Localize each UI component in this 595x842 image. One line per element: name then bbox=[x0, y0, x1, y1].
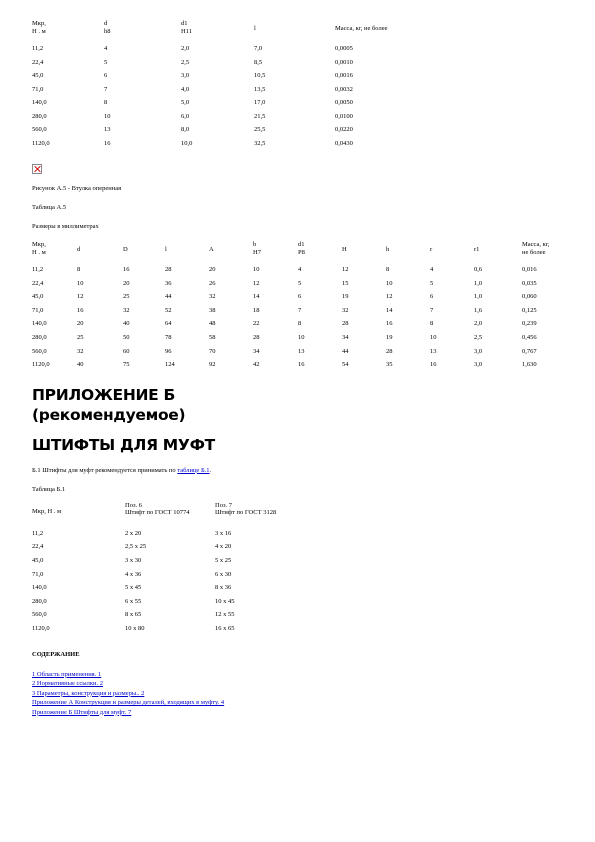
table-cell: 0,0430 bbox=[335, 139, 353, 147]
table-cell: 18 bbox=[253, 306, 260, 314]
col-header: H bbox=[342, 246, 347, 253]
table-cell: 52 bbox=[165, 306, 172, 314]
table-cell: 13 bbox=[104, 126, 111, 133]
table-a5-title: Таблица А.5 bbox=[32, 204, 67, 211]
table-cell: 8 bbox=[298, 320, 302, 328]
table-cell: 2,5 bbox=[181, 58, 190, 66]
table-cell: 25,5 bbox=[254, 126, 266, 133]
table-row bbox=[32, 625, 335, 639]
table-cell: 8 bbox=[77, 266, 81, 273]
table-cell: 28 bbox=[342, 320, 349, 328]
table-cell: 71,0 bbox=[32, 570, 44, 578]
table-cell: 16 bbox=[298, 361, 305, 369]
table-cell: 0,0032 bbox=[335, 85, 353, 93]
table-cell: 75 bbox=[123, 361, 130, 369]
table-cell: 54 bbox=[342, 361, 349, 369]
table-cell: 560,0 bbox=[32, 126, 47, 133]
col-header-mass: Масса, кг, не более bbox=[335, 25, 388, 32]
table-cell: 124 bbox=[165, 361, 175, 369]
table-b1-title: Таблица Б.1 bbox=[32, 485, 66, 493]
table-cell: 4 bbox=[430, 266, 434, 273]
table-row bbox=[32, 99, 455, 113]
table-cell: 2,5 х 25 bbox=[125, 543, 147, 551]
table-cell: 1,0 bbox=[474, 293, 483, 301]
col-header: A bbox=[209, 246, 214, 253]
table-cell: 26 bbox=[209, 279, 216, 287]
table-row bbox=[32, 280, 570, 294]
table-cell: 3,0 bbox=[181, 72, 190, 79]
table-cell: 32 bbox=[342, 306, 349, 314]
table-cell: 16 bbox=[386, 320, 393, 328]
table-cell: 6 х 30 bbox=[215, 570, 232, 578]
table-row bbox=[32, 293, 570, 307]
table-cell: 0,060 bbox=[522, 293, 537, 301]
table-cell: 71,0 bbox=[32, 85, 44, 93]
table-cell: 16 bbox=[430, 361, 437, 369]
table-cell: 1,6 bbox=[474, 306, 483, 314]
table-cell: 12 bbox=[342, 266, 349, 273]
table-cell: 10 bbox=[77, 279, 84, 287]
table-cell: 8 bbox=[104, 99, 108, 106]
toc-link-scope[interactable]: 1 Область применения. 1 bbox=[32, 670, 102, 678]
table-cell: 11,2 bbox=[32, 529, 44, 537]
table-cell: 12 bbox=[386, 293, 393, 301]
toc-link-parameters[interactable]: 3 Параметры, конструкция и размеры.. 2 bbox=[32, 689, 145, 697]
col-header: D bbox=[123, 246, 128, 253]
table-cell: 28 bbox=[165, 266, 172, 273]
table-cell: 10,5 bbox=[254, 72, 266, 79]
col-header: l bbox=[165, 246, 167, 253]
document-page bbox=[32, 20, 572, 717]
table-cell: 3,0 bbox=[474, 347, 483, 355]
table-cell: 16 bbox=[104, 139, 111, 147]
col-header: r bbox=[430, 246, 433, 253]
table-cell: 10 bbox=[104, 112, 111, 120]
table-row bbox=[32, 543, 335, 557]
table-cell: 13,5 bbox=[254, 85, 266, 93]
table-cell: 6 bbox=[298, 293, 302, 301]
table-cell: 25 bbox=[123, 293, 130, 301]
table-cell: 8 х 65 bbox=[125, 611, 142, 619]
table-a4 bbox=[32, 20, 455, 153]
table-cell: 60 bbox=[123, 347, 130, 355]
table-cell: 1120,0 bbox=[32, 139, 50, 147]
table-cell: 3,0 bbox=[474, 361, 483, 369]
table-cell: 1,630 bbox=[522, 361, 537, 369]
table-row bbox=[32, 72, 455, 86]
table-cell: 0,0016 bbox=[335, 72, 353, 79]
table-cell: 42 bbox=[253, 361, 260, 369]
table-cell: 12 bbox=[77, 293, 84, 301]
table-cell: 2,0 bbox=[474, 320, 483, 328]
table-cell: 5 bbox=[104, 58, 108, 66]
table-cell: 25 bbox=[77, 333, 84, 341]
figure-caption: Рисунок А.5 - Втулка оперенная bbox=[32, 185, 122, 192]
table-b1-link[interactable]: таблице Б.1 bbox=[177, 466, 210, 474]
table-row bbox=[32, 126, 455, 140]
table-cell: 22,4 bbox=[32, 279, 44, 287]
table-cell: 12 х 55 bbox=[215, 611, 235, 619]
table-cell: 34 bbox=[342, 333, 349, 341]
table-header-row bbox=[32, 20, 455, 45]
table-row bbox=[32, 59, 455, 73]
table-cell: 40 bbox=[77, 361, 84, 369]
table-cell: 64 bbox=[165, 320, 172, 328]
table-cell: 20 bbox=[77, 320, 84, 328]
table-cell: 14 bbox=[386, 306, 393, 314]
table-cell: 20 bbox=[123, 279, 130, 287]
table-row bbox=[32, 320, 570, 334]
table-cell: 38 bbox=[209, 306, 216, 314]
table-cell: 19 bbox=[386, 333, 393, 341]
table-row bbox=[32, 611, 335, 625]
table-cell: 96 bbox=[165, 347, 172, 355]
col-header-l: l bbox=[254, 25, 256, 32]
table-cell: 4 х 20 bbox=[215, 543, 232, 551]
table-cell: 10,0 bbox=[181, 139, 193, 147]
table-cell: 22 bbox=[253, 320, 260, 328]
table-cell: 50 bbox=[123, 333, 130, 341]
table-row bbox=[32, 530, 335, 544]
table-cell: 0,767 bbox=[522, 347, 537, 355]
paragraph-text: Б.1 Штифты для муфт рекомендуется принимать по bbox=[32, 466, 178, 474]
col-header-d1: d1 H11 bbox=[181, 20, 192, 35]
table-cell: 32,5 bbox=[254, 139, 266, 147]
table-cell: 4,0 bbox=[181, 85, 190, 93]
table-cell: 280,0 bbox=[32, 597, 47, 605]
table-cell: 4 х 36 bbox=[125, 570, 142, 578]
table-cell: 44 bbox=[165, 293, 172, 301]
table-cell: 10 bbox=[430, 333, 437, 341]
table-cell: 71,0 bbox=[32, 306, 44, 314]
table-row bbox=[32, 45, 455, 59]
col-header: d bbox=[77, 246, 81, 253]
table-a5 bbox=[32, 241, 570, 375]
col-header-pin-pos6: Поз. 6 Штифт по ГОСТ 10774 bbox=[125, 501, 190, 517]
table-cell: 5 х 45 bbox=[125, 584, 142, 592]
table-cell: 22,4 bbox=[32, 543, 44, 551]
table-b1 bbox=[32, 502, 335, 639]
table-cell: 16 bbox=[123, 266, 130, 273]
col-header: r1 bbox=[474, 246, 480, 253]
table-row bbox=[32, 361, 570, 375]
table-cell: 40 bbox=[123, 320, 130, 328]
table-cell: 560,0 bbox=[32, 611, 47, 619]
table-cell: 8 bbox=[430, 320, 434, 328]
table-cell: 32 bbox=[77, 347, 84, 355]
appendix-paragraph bbox=[32, 467, 572, 475]
table-cell: 0,0005 bbox=[335, 45, 353, 52]
col-header: h bbox=[386, 246, 390, 253]
table-cell: 36 bbox=[165, 279, 172, 287]
appendix-subtitle: (рекомендуемое) bbox=[32, 405, 186, 424]
table-cell: 58 bbox=[209, 333, 216, 341]
table-row bbox=[32, 113, 455, 127]
table-row bbox=[32, 584, 335, 598]
table-cell: 5 х 25 bbox=[215, 556, 232, 564]
table-cell: 21,5 bbox=[254, 112, 266, 120]
table-cell: 10 bbox=[298, 333, 305, 341]
table-cell: 4 bbox=[298, 266, 302, 273]
table-cell: 11,2 bbox=[32, 45, 44, 52]
table-cell: 0,0100 bbox=[335, 112, 353, 120]
table-row bbox=[32, 307, 570, 321]
table-cell: 28 bbox=[386, 347, 393, 355]
table-cell: 2,5 bbox=[474, 333, 483, 341]
table-a5-units: Размеры в миллиметрах bbox=[32, 223, 99, 230]
table-cell: 0,016 bbox=[522, 266, 537, 273]
table-cell: 140,0 bbox=[32, 584, 47, 592]
table-cell: 22,4 bbox=[32, 58, 44, 66]
table-cell: 45,0 bbox=[32, 72, 44, 79]
table-cell: 92 bbox=[209, 361, 216, 369]
table-cell: 14 bbox=[253, 293, 260, 301]
table-cell: 0,456 bbox=[522, 333, 537, 341]
table-cell: 44 bbox=[342, 347, 349, 355]
table-header-row bbox=[32, 241, 570, 266]
table-cell: 32 bbox=[123, 306, 130, 314]
table-row bbox=[32, 266, 570, 280]
table-cell: 13 bbox=[430, 347, 437, 355]
table-row bbox=[32, 334, 570, 348]
table-cell: 3 х 16 bbox=[215, 529, 232, 537]
col-header-d: d h8 bbox=[104, 20, 111, 35]
table-cell: 7 bbox=[298, 306, 302, 314]
col-header: Масса, кг, не более bbox=[522, 241, 550, 256]
toc-link-references[interactable]: 2 Нормативные ссылки. 2 bbox=[32, 680, 104, 687]
table-cell: 15 bbox=[342, 279, 349, 287]
table-cell: 1,0 bbox=[474, 279, 483, 287]
col-header: d1 P8 bbox=[298, 241, 305, 256]
table-cell: 6,0 bbox=[181, 112, 190, 120]
broken-image-icon bbox=[32, 164, 42, 174]
table-cell: 10 х 45 bbox=[215, 597, 235, 605]
table-cell: 2 х 20 bbox=[125, 529, 142, 537]
table-cell: 16 х 65 bbox=[215, 624, 235, 632]
table-of-contents bbox=[32, 670, 572, 718]
table-cell: 0,0050 bbox=[335, 99, 353, 106]
table-cell: 45,0 bbox=[32, 556, 44, 564]
table-cell: 34 bbox=[253, 347, 260, 355]
table-cell: 5 bbox=[430, 279, 434, 287]
appendix-heading: ШТИФТЫ ДЛЯ МУФТ bbox=[32, 435, 215, 454]
table-cell: 8 bbox=[386, 266, 390, 273]
table-cell: 280,0 bbox=[32, 112, 47, 120]
table-cell: 0,125 bbox=[522, 306, 537, 314]
table-cell: 140,0 bbox=[32, 320, 47, 328]
table-cell: 6 bbox=[104, 72, 108, 79]
table-cell: 70 bbox=[209, 347, 216, 355]
col-header: Мкр, Н . м bbox=[32, 241, 46, 256]
toc-title: СОДЕРЖАНИЕ bbox=[32, 650, 80, 658]
table-cell: 0,0220 bbox=[335, 126, 353, 133]
table-cell: 45,0 bbox=[32, 293, 44, 301]
table-cell: 0,0010 bbox=[335, 58, 353, 66]
table-cell: 4 bbox=[104, 45, 108, 52]
table-cell: 1120,0 bbox=[32, 624, 50, 632]
table-cell: 7,0 bbox=[254, 45, 263, 52]
table-row bbox=[32, 598, 335, 612]
table-cell: 7 bbox=[430, 306, 434, 314]
table-cell: 10 bbox=[386, 279, 393, 287]
table-row bbox=[32, 557, 335, 571]
table-cell: 5 bbox=[298, 279, 302, 287]
table-cell: 1120,0 bbox=[32, 361, 50, 369]
col-header-torque: Мкр, Н . м bbox=[32, 20, 46, 35]
table-cell: 560,0 bbox=[32, 347, 47, 355]
table-cell: 7 bbox=[104, 85, 108, 93]
table-cell: 2,0 bbox=[181, 45, 190, 52]
table-cell: 32 bbox=[209, 293, 216, 301]
table-cell: 13 bbox=[298, 347, 305, 355]
table-cell: 19 bbox=[342, 293, 349, 301]
table-row bbox=[32, 571, 335, 585]
col-header: b H7 bbox=[253, 241, 261, 256]
toc-link-appendix-b[interactable]: Приложение Б Штифты для муфт. 7 bbox=[32, 708, 132, 716]
table-cell: 5,0 bbox=[181, 99, 190, 106]
table-cell: 0,035 bbox=[522, 279, 537, 287]
table-cell: 8,0 bbox=[181, 126, 190, 133]
table-cell: 6 bbox=[430, 293, 434, 301]
table-cell: 11,2 bbox=[32, 266, 44, 273]
table-row bbox=[32, 140, 455, 154]
col-header-pin-pos7: Поз. 7 Штифт по ГОСТ 3128 bbox=[215, 501, 277, 517]
table-cell: 10 bbox=[253, 266, 260, 273]
table-cell: 6 х 55 bbox=[125, 597, 142, 605]
table-cell: 8 х 36 bbox=[215, 584, 232, 592]
table-header-row bbox=[32, 502, 335, 530]
col-header-torque: Мкр, Н . м bbox=[32, 507, 62, 515]
table-cell: 28 bbox=[253, 333, 260, 341]
table-row bbox=[32, 348, 570, 362]
table-cell: 0,6 bbox=[474, 266, 483, 273]
table-cell: 48 bbox=[209, 320, 216, 328]
table-cell: 16 bbox=[77, 306, 84, 314]
paragraph-end: . bbox=[209, 466, 212, 474]
table-cell: 17,0 bbox=[254, 99, 266, 106]
table-cell: 35 bbox=[386, 361, 393, 369]
appendix-title: ПРИЛОЖЕНИЕ Б bbox=[32, 385, 176, 404]
table-cell: 140,0 bbox=[32, 99, 47, 106]
table-cell: 0,239 bbox=[522, 320, 537, 328]
table-cell: 78 bbox=[165, 333, 172, 341]
table-cell: 8,5 bbox=[254, 58, 263, 66]
table-row bbox=[32, 86, 455, 100]
table-cell: 10 х 80 bbox=[125, 624, 145, 632]
table-cell: 12 bbox=[253, 279, 260, 287]
toc-link-appendix-a[interactable]: Приложение А Конструкция и размеры деталей, входящих в муфту. 4 bbox=[32, 699, 225, 706]
table-cell: 3 х 30 bbox=[125, 556, 142, 564]
table-cell: 20 bbox=[209, 266, 216, 273]
table-cell: 280,0 bbox=[32, 333, 47, 341]
